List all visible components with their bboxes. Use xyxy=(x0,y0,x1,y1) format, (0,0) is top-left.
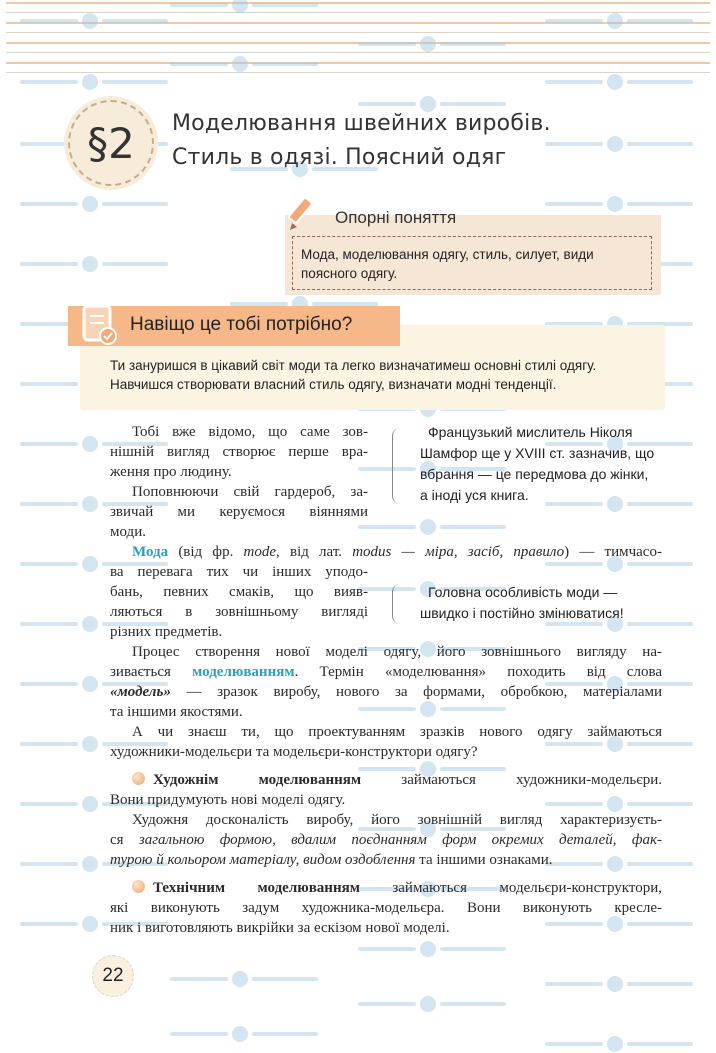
text-line xyxy=(110,582,368,602)
text-segment: ляються в зовнішньому вигляді xyxy=(110,604,368,620)
text-segment: mode xyxy=(243,544,277,560)
text-line xyxy=(110,562,368,582)
bullet-icon xyxy=(132,880,145,893)
text-segment: «модель» xyxy=(110,684,171,700)
text-segment: Художня досконалість виробу, його зовнішній вигляд характеризуєть- xyxy=(132,812,662,828)
key-concepts-text: Мода, моделювання одягу, стиль, силует, види поясного одягу. xyxy=(292,236,652,290)
text-line xyxy=(110,898,662,918)
text-segment: ження про людину. xyxy=(110,464,232,480)
checklist-icon xyxy=(78,298,122,350)
moda-definition-column xyxy=(110,562,368,642)
text-segment: зивається xyxy=(110,664,193,680)
text-segment: займаються художники-модельєри. xyxy=(361,772,662,788)
page-title-line-2: Стиль в одязі. Поясний одяг xyxy=(172,145,507,170)
paragraph-gap xyxy=(110,870,662,878)
text-line xyxy=(110,878,662,898)
text-segment: , від лат. xyxy=(276,544,353,560)
text-segment: художники-модельєри та модельєри-конструктори одягу? xyxy=(110,744,478,760)
text-line xyxy=(110,482,368,502)
term-bold: Художнім моделюванням xyxy=(153,772,362,788)
paragraph-badge xyxy=(68,100,154,186)
watermark-logo-icon xyxy=(170,970,320,988)
note-line: Шамфор ще у XVIII ст. зазначив, що xyxy=(420,445,655,461)
intro-column xyxy=(110,422,368,542)
watermark-logo-icon xyxy=(358,518,508,536)
text-line xyxy=(110,462,368,482)
moda-definition xyxy=(110,542,662,562)
note-brace xyxy=(392,428,402,504)
text-segment: (від фр. xyxy=(168,544,244,560)
text-line xyxy=(110,442,368,462)
main-text xyxy=(110,642,662,938)
text-segment: які виконують задум художника-модельєра. Вони виконують кресле- xyxy=(110,900,662,916)
text-line xyxy=(110,622,368,642)
text-line xyxy=(110,602,368,622)
text-segment: бань, певних смаків, що вияв- xyxy=(110,584,368,600)
note-brace xyxy=(392,584,402,624)
text-segment: ) — тимчасо- xyxy=(564,544,662,560)
text-segment: А чи знаєш ти, що проектуванням зразків нового одягу займаються xyxy=(132,724,662,740)
why-line: Ти зануришся в цікавий світ моди та легко визначатимеш основні стилі одягу. xyxy=(110,358,597,373)
text-segment: Тобі вже відомо, що саме зов- xyxy=(132,424,368,440)
watermark-logo-icon xyxy=(358,995,508,1013)
paragraph-gap xyxy=(110,762,662,770)
text-line xyxy=(110,790,662,810)
text-segment: звичай ми керуємося віяннями xyxy=(110,504,368,520)
text-segment: — зразок виробу, нового за формами, обробкою, матеріалами xyxy=(170,684,662,700)
text-segment: займаються модельєри-конструктори, xyxy=(359,880,662,896)
text-line xyxy=(110,502,368,522)
note-line: а іноді уся книга. xyxy=(420,487,529,503)
text-segment: Поповнюючи свій гардероб, за- xyxy=(132,484,368,500)
watermark-logo-icon xyxy=(358,940,508,958)
text-line xyxy=(110,770,662,790)
watermark-logo-icon xyxy=(20,255,170,273)
term-highlight: Мода xyxy=(132,544,169,560)
text-line xyxy=(110,810,662,830)
text-line xyxy=(110,722,662,742)
text-segment: ник і виготовляють викрійки за ескізом нової моделі. xyxy=(110,920,450,936)
text-line xyxy=(110,542,662,562)
watermark-logo-icon xyxy=(545,1035,695,1053)
key-concepts-heading: Опорні поняття xyxy=(335,208,457,227)
term-bold: Технічним моделюванням xyxy=(153,880,360,896)
text-segment: ва перевага тих чи інших уподо- xyxy=(110,564,368,580)
watermark-logo-icon xyxy=(20,73,170,91)
text-segment: моди. xyxy=(110,524,146,540)
text-line xyxy=(110,850,662,870)
watermark-logo-icon xyxy=(545,73,695,91)
page-number: 22 xyxy=(92,955,134,997)
text-segment: та іншими ознаками. xyxy=(415,852,553,868)
header-stripes xyxy=(6,2,710,74)
watermark-logo-icon xyxy=(170,1025,320,1043)
text-segment: загальною формою, вдалим поєднанням форм окремих деталей, фак- xyxy=(138,832,662,848)
text-segment: та іншими якостями. xyxy=(110,704,243,720)
why-text xyxy=(110,356,665,394)
text-segment: турою й кольором матеріалу, видом оздоблення xyxy=(110,852,416,868)
text-line xyxy=(110,422,368,442)
text-segment: . Термін «моделювання» походить від слова xyxy=(294,664,662,680)
text-segment: Вони придумують нові моделі одягу. xyxy=(110,792,346,808)
why-heading: Навіщо це тобі потрібно? xyxy=(130,314,353,335)
watermark-logo-icon xyxy=(545,975,695,993)
text-line xyxy=(110,522,368,542)
text-segment: modus — міра, засіб, правило xyxy=(352,544,565,560)
quote-note xyxy=(420,422,672,506)
note-line: Головна особливість моди — xyxy=(428,584,618,600)
watermark-logo-icon xyxy=(545,135,695,153)
pencil-icon xyxy=(284,196,322,234)
paragraph-number: §2 xyxy=(87,118,135,168)
text-segment: ся xyxy=(110,832,139,848)
why-line: Навчишся створювати власний стиль одягу, визначати модні тенденції. xyxy=(110,377,557,392)
term-highlight: моделюванням xyxy=(192,664,295,680)
note-line: Французький мислитель Ніколя xyxy=(428,424,633,440)
watermark-logo-icon xyxy=(545,195,695,213)
text-segment: Процес створення нової моделі одягу, його зовнішнього вигляду на- xyxy=(132,644,662,660)
page-title-line-1: Моделювання швейних виробів. xyxy=(172,111,551,136)
text-segment: різних предметів. xyxy=(110,624,223,640)
text-line xyxy=(110,682,662,702)
text-line xyxy=(110,642,662,662)
text-line xyxy=(110,662,662,682)
text-segment: нішній вигляд створює перше вра- xyxy=(110,444,368,460)
note-line: вбрання — це передмова до жінки, xyxy=(420,466,649,482)
fashion-note xyxy=(420,582,672,624)
text-line xyxy=(110,918,662,938)
text-line xyxy=(110,702,662,722)
text-line xyxy=(110,830,662,850)
watermark-logo-icon xyxy=(20,195,170,213)
note-line: швидко і постійно змінюватися! xyxy=(420,605,624,621)
bullet-icon xyxy=(132,772,145,785)
text-line xyxy=(110,742,662,762)
